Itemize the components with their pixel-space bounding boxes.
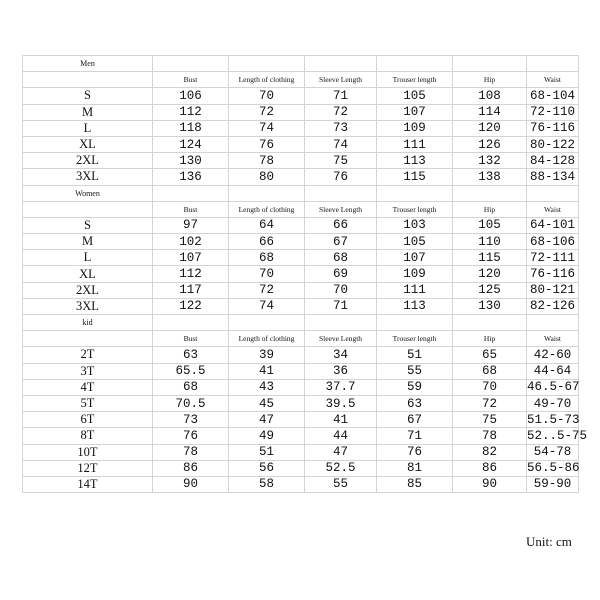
measurement-cell: 81 (377, 460, 453, 476)
measurement-cell: 41 (305, 412, 377, 428)
measurement-cell: 120 (453, 266, 527, 282)
measurement-cell: 47 (305, 444, 377, 460)
measurement-cell: 112 (153, 266, 229, 282)
measurement-cell: 88-134 (527, 169, 579, 185)
measurement-cell: 111 (377, 282, 453, 298)
measurement-cell: 49-70 (527, 395, 579, 411)
measurement-cell: 136 (153, 169, 229, 185)
table-row (23, 250, 579, 266)
measurement-cell: 70 (229, 266, 305, 282)
measurement-cell: 72-111 (527, 250, 579, 266)
empty-cell (453, 185, 527, 201)
empty-cell (229, 56, 305, 72)
measurement-cell: 78 (229, 153, 305, 169)
column-header (23, 331, 153, 347)
column-header: Trouser length (377, 201, 453, 217)
measurement-cell: 68 (153, 379, 229, 395)
empty-cell (229, 315, 305, 331)
size-label: 2XL (23, 153, 153, 169)
size-label: 2XL (23, 282, 153, 298)
measurement-cell: 42-60 (527, 347, 579, 363)
size-label: XL (23, 136, 153, 152)
measurement-cell: 72-110 (527, 104, 579, 120)
measurement-cell: 71 (305, 88, 377, 104)
empty-cell (377, 56, 453, 72)
measurement-cell: 125 (453, 282, 527, 298)
empty-cell (377, 315, 453, 331)
measurement-cell: 113 (377, 298, 453, 314)
column-header: Sleeve Length (305, 72, 377, 88)
column-header (23, 72, 153, 88)
measurement-cell: 70 (305, 282, 377, 298)
measurement-cell: 82-126 (527, 298, 579, 314)
section-title-row (23, 185, 579, 201)
measurement-cell: 51.5-73 (527, 412, 580, 427)
measurement-cell: 36 (305, 363, 377, 379)
measurement-cell: 138 (453, 169, 527, 185)
column-header: Length of clothing (229, 331, 305, 347)
measurement-cell: 76 (229, 136, 305, 152)
measurement-cell: 109 (377, 266, 453, 282)
measurement-cell: 112 (153, 104, 229, 120)
table-row (23, 104, 579, 120)
size-label: 5T (23, 395, 153, 411)
size-label: 6T (23, 412, 153, 428)
measurement-cell: 86 (453, 460, 527, 476)
table-row (23, 169, 579, 185)
measurement-cell: 47 (229, 412, 305, 428)
measurement-cell: 90 (453, 476, 527, 492)
measurement-cell: 85 (377, 476, 453, 492)
column-header: Bust (153, 72, 229, 88)
measurement-cell: 103 (377, 217, 453, 233)
column-header: Bust (153, 201, 229, 217)
section-title: kid (23, 315, 153, 331)
measurement-cell: 72 (229, 104, 305, 120)
size-table (22, 55, 588, 493)
measurement-cell: 76-116 (527, 120, 579, 136)
measurement-cell: 68-104 (527, 88, 579, 104)
table-row (23, 298, 579, 314)
measurement-cell: 68 (305, 250, 377, 266)
measurement-cell: 90 (153, 476, 229, 492)
size-label: S (23, 217, 153, 233)
column-header: Trouser length (377, 72, 453, 88)
empty-cell (153, 185, 229, 201)
measurement-cell: 82 (453, 444, 527, 460)
measurement-cell: 75 (453, 412, 527, 428)
measurement-cell: 69 (305, 266, 377, 282)
table-row (23, 217, 579, 233)
table-row (23, 266, 579, 282)
column-header: Hip (453, 72, 527, 88)
size-label: 2T (23, 347, 153, 363)
measurement-cell: 107 (377, 250, 453, 266)
table-row (23, 428, 579, 444)
measurement-cell: 51 (377, 347, 453, 363)
size-label: XL (23, 266, 153, 282)
measurement-cell: 74 (229, 298, 305, 314)
measurement-cell: 124 (153, 136, 229, 152)
measurement-cell: 76-116 (527, 266, 579, 282)
measurement-cell: 122 (153, 298, 229, 314)
measurement-cell: 41 (229, 363, 305, 379)
size-label: 10T (23, 444, 153, 460)
column-header: Hip (453, 331, 527, 347)
empty-cell (453, 315, 527, 331)
measurement-cell: 109 (377, 120, 453, 136)
measurement-cell: 64-101 (527, 217, 579, 233)
size-label: 3XL (23, 169, 153, 185)
measurement-cell: 105 (377, 234, 453, 250)
size-label: L (23, 120, 153, 136)
table-row (23, 444, 579, 460)
empty-cell (527, 185, 579, 201)
measurement-cell: 111 (377, 136, 453, 152)
column-header: Waist (527, 331, 579, 347)
measurement-cell: 70 (229, 88, 305, 104)
measurement-cell: 51 (229, 444, 305, 460)
measurement-cell: 74 (305, 136, 377, 152)
measurement-cell: 108 (453, 88, 527, 104)
measurement-cell: 106 (153, 88, 229, 104)
measurement-cell: 73 (305, 120, 377, 136)
measurement-cell: 132 (453, 153, 527, 169)
table-row (23, 282, 579, 298)
measurement-cell: 105 (453, 217, 527, 233)
section-title-row (23, 315, 579, 331)
measurement-cell: 56.5-86 (527, 461, 580, 476)
measurement-cell: 39 (229, 347, 305, 363)
size-label: 3XL (23, 298, 153, 314)
size-label: 8T (23, 428, 153, 444)
empty-cell (229, 185, 305, 201)
measurement-cell: 78 (453, 428, 527, 444)
measurement-cell: 63 (153, 347, 229, 363)
measurement-cell: 39.5 (305, 395, 377, 411)
table-row (23, 460, 579, 476)
table-row (23, 363, 579, 379)
measurement-cell: 49 (229, 428, 305, 444)
empty-cell (153, 315, 229, 331)
measurement-cell: 43 (229, 379, 305, 395)
empty-cell (153, 56, 229, 72)
size-label: S (23, 88, 153, 104)
table-row (23, 476, 579, 492)
measurement-cell: 80-121 (527, 282, 579, 298)
measurement-cell: 74 (229, 120, 305, 136)
measurement-cell: 65.5 (153, 363, 229, 379)
measurement-cell: 66 (229, 234, 305, 250)
empty-cell (305, 315, 377, 331)
measurement-cell: 118 (153, 120, 229, 136)
measurement-cell: 45 (229, 395, 305, 411)
measurement-cell: 59-90 (527, 476, 579, 492)
column-header (23, 201, 153, 217)
measurement-cell: 44 (305, 428, 377, 444)
measurement-cell: 68 (229, 250, 305, 266)
size-label: M (23, 104, 153, 120)
column-header: Hip (453, 201, 527, 217)
measurement-cell: 55 (377, 363, 453, 379)
table-row (23, 379, 579, 395)
empty-cell (305, 185, 377, 201)
measurement-cell: 55 (305, 476, 377, 492)
section-title-row (23, 56, 579, 72)
size-label: M (23, 234, 153, 250)
measurement-cell: 68-106 (527, 234, 579, 250)
size-label: 4T (23, 379, 153, 395)
column-header: Sleeve Length (305, 331, 377, 347)
measurement-cell: 68 (453, 363, 527, 379)
size-label: 12T (23, 460, 153, 476)
measurement-cell: 70.5 (153, 395, 229, 411)
column-header: Trouser length (377, 331, 453, 347)
table-row (23, 234, 579, 250)
measurement-cell: 70 (453, 379, 527, 395)
measurement-cell: 117 (153, 282, 229, 298)
measurement-cell: 64 (229, 217, 305, 233)
measurement-cell: 107 (377, 104, 453, 120)
measurement-cell: 115 (377, 169, 453, 185)
table-row (23, 120, 579, 136)
measurement-cell: 67 (377, 412, 453, 428)
measurement-cell: 56 (229, 460, 305, 476)
measurement-cell: 76 (305, 169, 377, 185)
measurement-cell: 54-78 (527, 444, 579, 460)
header-row (23, 331, 579, 347)
measurement-cell: 71 (305, 298, 377, 314)
column-header: Waist (527, 72, 579, 88)
measurement-cell: 110 (453, 234, 527, 250)
measurement-cell: 44-64 (527, 363, 579, 379)
column-header: Bust (153, 331, 229, 347)
header-row (23, 72, 579, 88)
measurement-cell: 78 (153, 444, 229, 460)
header-row (23, 201, 579, 217)
measurement-cell: 105 (377, 88, 453, 104)
section-title: Men (23, 56, 153, 72)
measurement-cell: 52..5-75 (527, 428, 588, 443)
measurement-cell: 84-128 (527, 153, 579, 169)
measurement-cell: 46.5-67 (527, 380, 580, 395)
measurement-cell: 71 (377, 428, 453, 444)
measurement-cell: 115 (453, 250, 527, 266)
section-title: Women (23, 185, 153, 201)
measurement-cell: 126 (453, 136, 527, 152)
size-label: 3T (23, 363, 153, 379)
measurement-cell: 76 (153, 428, 229, 444)
measurement-cell: 58 (229, 476, 305, 492)
column-header: Sleeve Length (305, 201, 377, 217)
table-row (23, 136, 579, 152)
measurement-cell: 113 (377, 153, 453, 169)
measurement-cell: 34 (305, 347, 377, 363)
measurement-cell: 37.7 (305, 379, 377, 395)
measurement-cell: 65 (453, 347, 527, 363)
unit-label: Unit: cm (526, 534, 572, 549)
empty-cell (527, 56, 579, 72)
table-row (23, 395, 579, 411)
measurement-cell: 120 (453, 120, 527, 136)
measurement-cell: 73 (153, 412, 229, 428)
column-header: Length of clothing (229, 72, 305, 88)
measurement-cell: 72 (229, 282, 305, 298)
measurement-cell: 72 (305, 104, 377, 120)
measurement-cell: 80-122 (527, 136, 579, 152)
size-label: 14T (23, 476, 153, 492)
table-row (23, 88, 579, 104)
measurement-cell: 114 (453, 104, 527, 120)
measurement-cell: 67 (305, 234, 377, 250)
measurement-cell: 107 (153, 250, 229, 266)
measurement-cell: 130 (153, 153, 229, 169)
measurement-cell: 52.5 (305, 460, 377, 476)
measurement-cell: 66 (305, 217, 377, 233)
empty-cell (453, 56, 527, 72)
size-label: L (23, 250, 153, 266)
column-header: Length of clothing (229, 201, 305, 217)
measurement-cell: 97 (153, 217, 229, 233)
measurement-cell: 59 (377, 379, 453, 395)
measurement-cell: 63 (377, 395, 453, 411)
measurement-cell: 72 (453, 395, 527, 411)
empty-cell (377, 185, 453, 201)
measurement-cell: 80 (229, 169, 305, 185)
table-row (23, 347, 579, 363)
measurement-cell: 102 (153, 234, 229, 250)
empty-cell (527, 315, 579, 331)
measurement-cell: 86 (153, 460, 229, 476)
table-row (23, 153, 579, 169)
empty-cell (305, 56, 377, 72)
measurement-cell: 75 (305, 153, 377, 169)
column-header: Waist (527, 201, 579, 217)
table-row (23, 412, 579, 428)
measurement-cell: 76 (377, 444, 453, 460)
measurement-cell: 130 (453, 298, 527, 314)
